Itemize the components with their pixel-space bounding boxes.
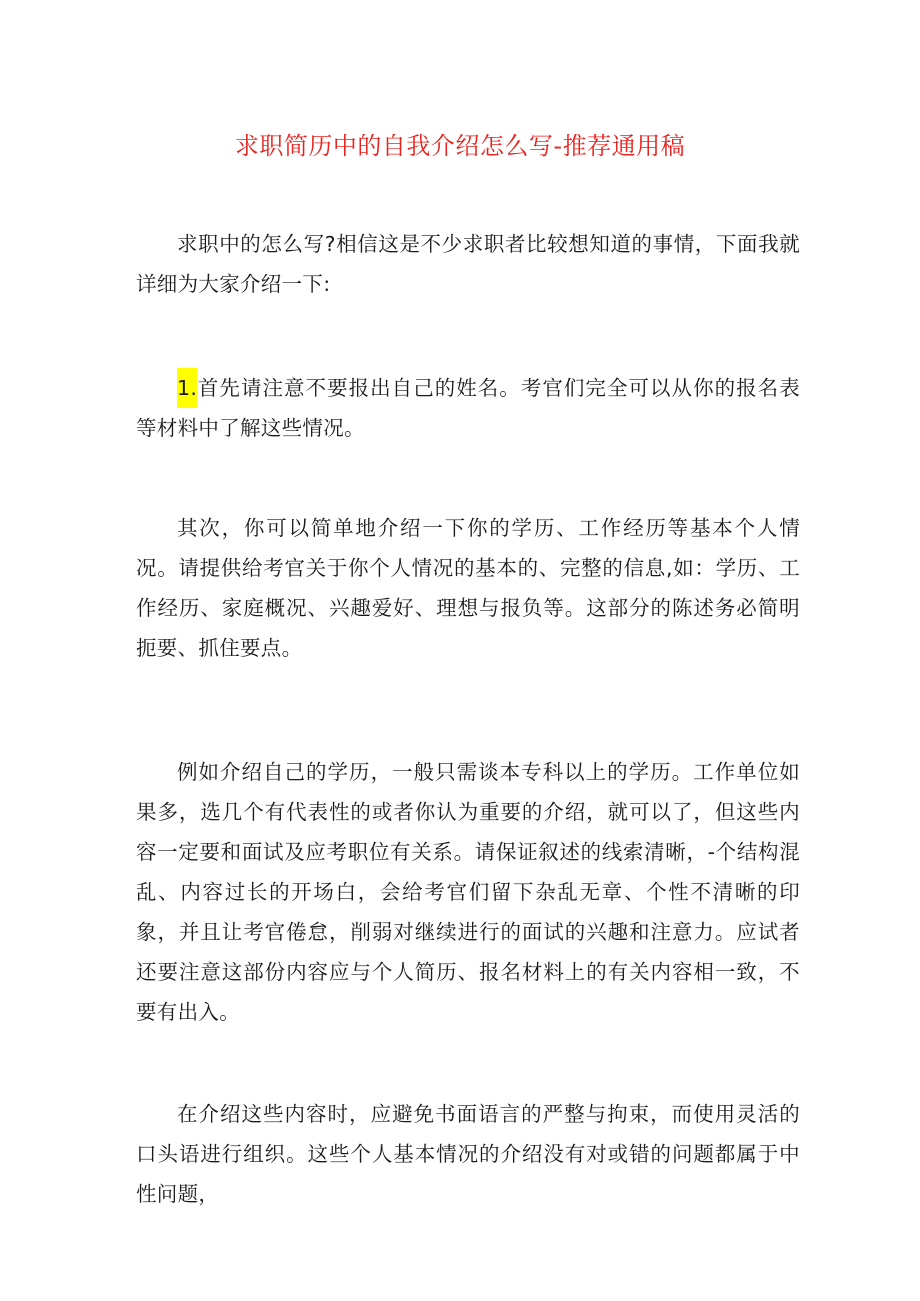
- paragraph-point-1: [136, 368, 800, 448]
- paragraph-intro: 求职中的怎么写?相信这是不少求职者比较想知道的事情，下面我就详细为大家介绍一下:: [136, 232, 800, 296]
- paragraph-example: 例如介绍自己的学历，一般只需谈本专科以上的学历。工作单位如果多，选几个有代表性的或者你认为重要的介绍，就可以了，但这些内容一定要和面试及应考职位有关系。请保证叙述的线索清晰，-个结构混乱、内容过长的开场白，会给考官们留下杂乱无章、个性不清晰的印象，并且让考官倦怠，削弱对继续进行的面试的兴趣和注意力。应试者还要注意这部份内容应与个人简历、报名材料上的有关内容相一致，不要有出入。: [136, 760, 800, 1024]
- paragraph-delivery: 在介绍这些内容时，应避免书面语言的严整与拘束，而使用灵活的口头语进行组织。这些个人基本情况的介绍没有对或错的问题都属于中性问题，: [136, 1102, 800, 1206]
- paragraph-point-1-text: 首先请注意不要报出自己的姓名。考官们完全可以从你的报名表等材料中了解这些情况。: [136, 376, 800, 440]
- paragraph-background: 其次，你可以简单地介绍一下你的学历、工作经历等基本个人情况。请提供给考官关于你个人情况的基本的、完整的信息,如：学历、工作经历、家庭概况、兴趣爱好、理想与报负等。这部分的陈述务必简明扼要、抓住要点。: [136, 516, 800, 660]
- document-title: 求职简历中的自我介绍怎么写-推荐通用稿: [234, 132, 686, 160]
- highlighted-list-marker: 1.: [177, 368, 197, 408]
